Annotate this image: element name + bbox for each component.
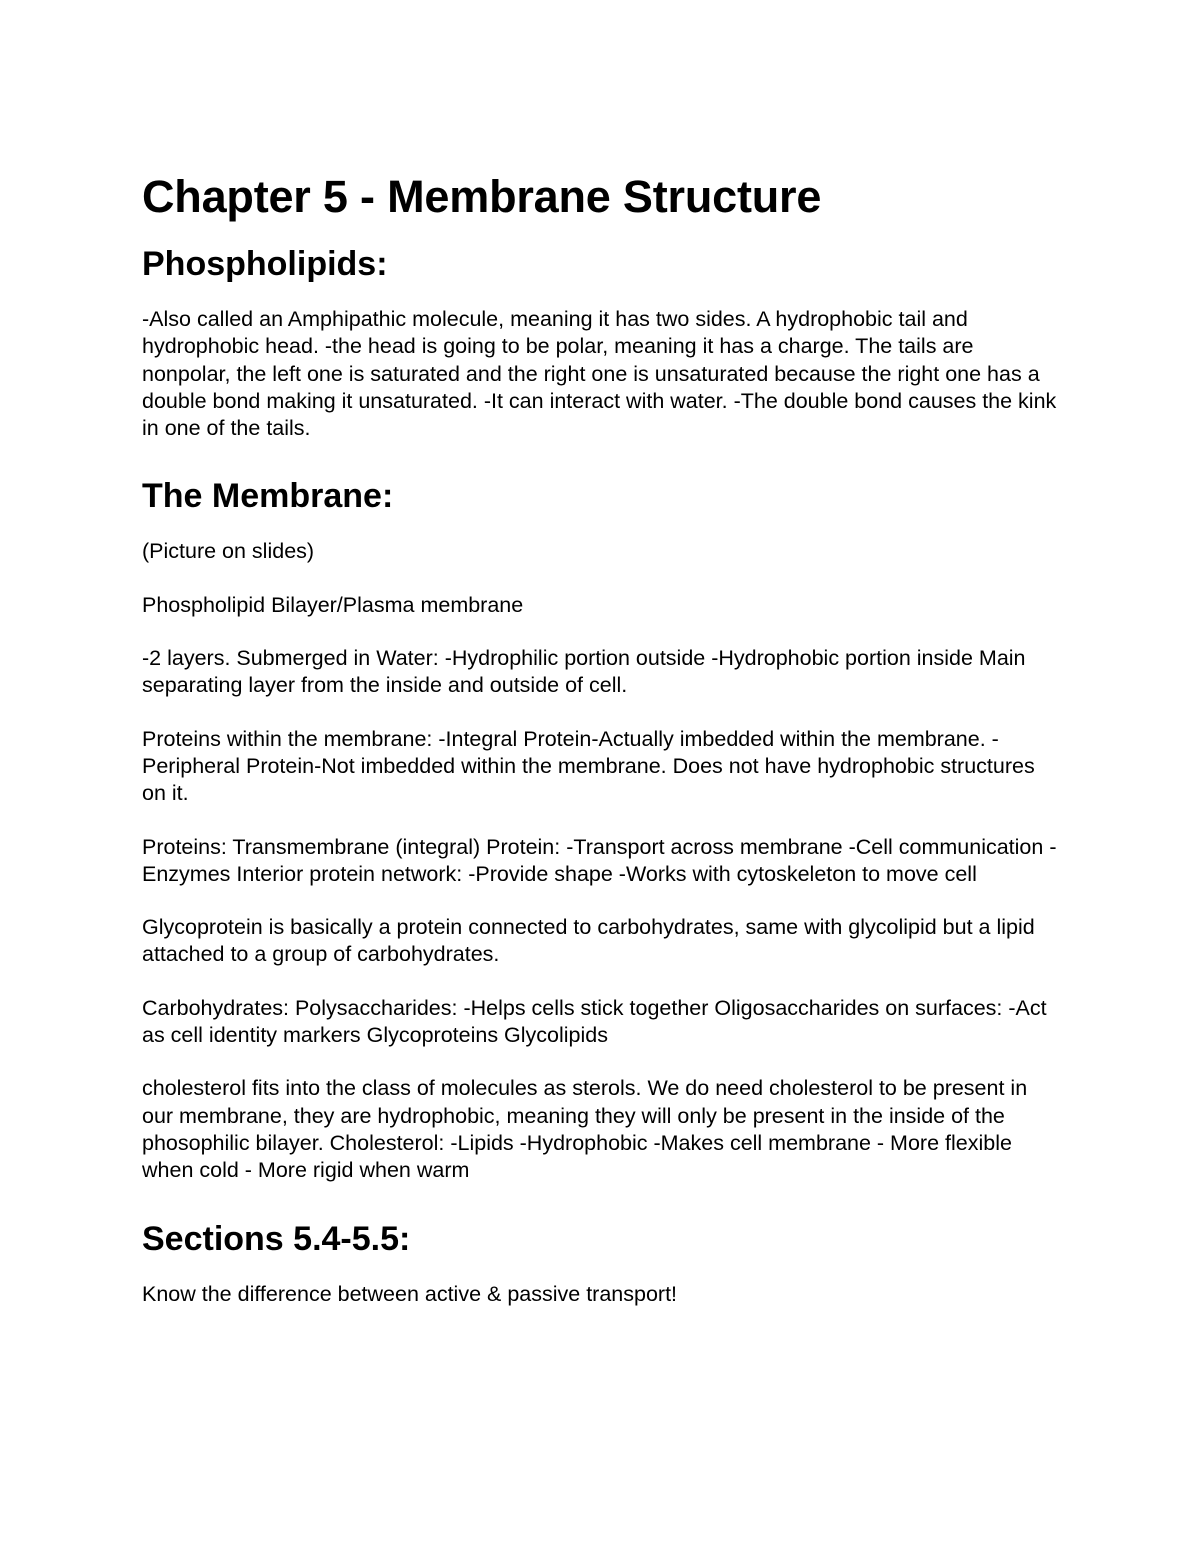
membrane-paragraph-picture-note: (Picture on slides): [142, 539, 315, 564]
membrane-paragraph-transmembrane: Proteins: Transmembrane (integral) Protein: -Transport across membrane -Cell communication -Enzymes Interior protein network: -Provide shape -Works with cytoskeleton to move cell: [142, 834, 1057, 886]
phospholipids-paragraph: -Also called an Amphipathic molecule, meaning it has two sides. A hydrophobic tail and hydrophobic head. -the head is going to be polar, meaning it has a charge. The tails are nonpolar, the left one is saturated and the right one is unsaturated because the right one has a double bond making it unsaturated. -It can interact with water. -The double bond causes the kink in one of the tails.: [142, 307, 1057, 441]
membrane-paragraph-glycoprotein: Glycoprotein is basically a protein connected to carbohydrates, same with glycolipid but a lipid attached to a group of carbohydrates.: [142, 915, 1035, 967]
document-page: [142, 170, 1062, 1334]
document-title: Chapter 5 - Membrane Structure: [142, 171, 822, 222]
membrane-paragraph-layers: -2 layers. Submerged in Water: -Hydrophilic portion outside -Hydrophobic portion inside Main separating layer from the inside and outside of cell.: [142, 646, 1026, 698]
section-heading-sections-5-4-5-5: Sections 5.4-5.5:: [142, 1219, 411, 1258]
transport-paragraph: Know the difference between active & passive transport!: [142, 1281, 678, 1306]
membrane-paragraph-carbohydrates: Carbohydrates: Polysaccharides: -Helps cells stick together Oligosaccharides on surfaces: -Act as cell identity markers Glycoproteins Glycolipids: [142, 995, 1047, 1048]
section-heading-phospholipids: Phospholipids:: [142, 245, 388, 283]
membrane-paragraph-proteins-within: Proteins within the membrane: -Integral Protein-Actually imbedded within the membrane. -Peripheral Protein-Not imbedded within the membrane. Does not have hydrophobic structures on it.: [142, 726, 1035, 806]
section-heading-membrane: The Membrane:: [142, 477, 394, 516]
membrane-paragraph-bilayer: Phospholipid Bilayer/Plasma membrane: [142, 592, 524, 617]
membrane-paragraph-cholesterol: cholesterol fits into the class of molecules as sterols. We do need cholesterol to be present in our membrane, they are hydrophobic, meaning they will only be present in the inside of the phosophilic bilayer. Cholesterol: -Lipids -Hydrophobic -Makes cell membrane - More flexible when cold - More rigid when warm: [142, 1076, 1028, 1183]
